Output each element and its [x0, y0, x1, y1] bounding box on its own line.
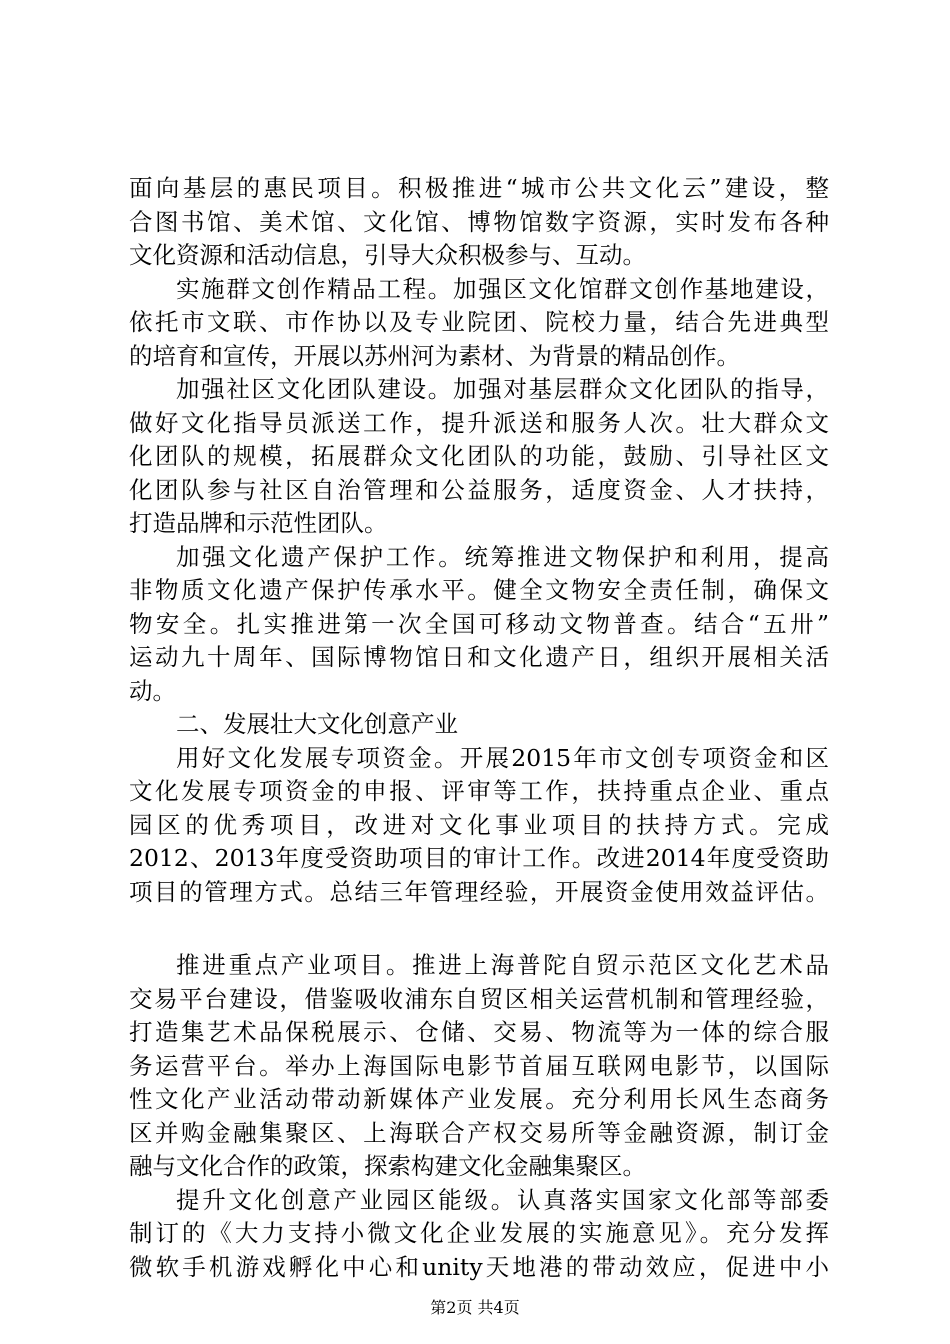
text-line: 制订的《大力支持小微文化企业发展的实施意见》。充分发挥	[129, 1219, 829, 1247]
text-line: 实施群文创作精品工程。加强区文化馆群文创作基地建设，	[176, 274, 829, 303]
text-line: 推进重点产业项目。推进上海普陀自贸示范区文化艺术品	[176, 951, 829, 979]
text-line: 融与文化合作的政策，探索构建文化金融集聚区。	[129, 1152, 646, 1180]
text-line: 合图书馆、美术馆、文化馆、博物馆数字资源，实时发布各种	[129, 207, 829, 236]
text-line: 打造品牌和示范性团队。	[129, 509, 388, 537]
text-line: 面向基层的惠民项目。积极推进“城市公共文化云”建设，整	[129, 174, 829, 202]
text-line: 化团队参与社区自治管理和公益服务，适度资金、人才扶持，	[129, 475, 829, 504]
text-line: 提升文化创意产业园区能级。认真落实国家文化部等部委	[176, 1185, 829, 1214]
text-line: 加强文化遗产保护工作。统筹推进文物保护和利用，提高	[176, 542, 829, 571]
text-line: 项目的管理方式。总结三年管理经验，开展资金使用效益评估。	[129, 877, 829, 906]
document-body	[129, 172, 829, 1284]
text-line: 务运营平台。举办上海国际电影节首届互联网电影节，以国际	[129, 1051, 829, 1080]
text-line: 性文化产业活动带动新媒体产业发展。充分利用长风生态商务	[129, 1085, 829, 1113]
paragraph-gap	[129, 909, 829, 949]
text-line: 化团队的规模，拓展群众文化团队的功能，鼓励、引导社区文	[129, 442, 829, 470]
section-heading: 二、发展壮大文化创意产业	[176, 710, 458, 738]
text-line: 交易平台建设，借鉴吸收浦东自贸区相关运营机制和管理经验，	[129, 984, 829, 1013]
text-line: 加强社区文化团队建设。加强对基层群众文化团队的指导，	[176, 375, 829, 403]
text-line: 做好文化指导员派送工作，提升派送和服务人次。壮大群众文	[129, 408, 829, 437]
text-line: 非物质文化遗产保护传承水平。健全文物安全责任制，确保文	[129, 576, 829, 604]
text-line: 区并购金融集聚区、上海联合产权交易所等金融资源，制订金	[129, 1118, 829, 1147]
text-line: 2012、2013年度受资助项目的审计工作。改进2014年度受资助	[129, 844, 829, 872]
page-footer: 第2页 共4页	[430, 1298, 520, 1317]
text-line: 运动九十周年、国际博物馆日和文化遗产日，组织开展相关活	[129, 643, 829, 671]
text-line: 微软手机游戏孵化中心和unity天地港的带动效应，促进中小	[129, 1252, 829, 1281]
text-line: 物安全。扎实推进第一次全国可移动文物普查。结合“五卅”	[129, 609, 829, 638]
text-line: 打造集艺术品保税展示、仓储、交易、物流等为一体的综合服	[129, 1018, 829, 1046]
text-line: 文化资源和活动信息，引导大众积极参与、互动。	[129, 241, 646, 269]
text-line: 依托市文联、市作协以及专业院团、院校力量，结合先进典型	[129, 308, 829, 336]
text-line: 园区的优秀项目，改进对文化事业项目的扶持方式。完成	[129, 810, 829, 839]
text-line: 用好文化发展专项资金。开展2015年市文创专项资金和区	[176, 743, 829, 772]
text-line: 动。	[129, 676, 176, 705]
text-line: 文化发展专项资金的申报、评审等工作，扶持重点企业、重点	[129, 777, 829, 805]
text-line: 的培育和宣传，开展以苏州河为素材、为背景的精品创作。	[129, 341, 740, 370]
